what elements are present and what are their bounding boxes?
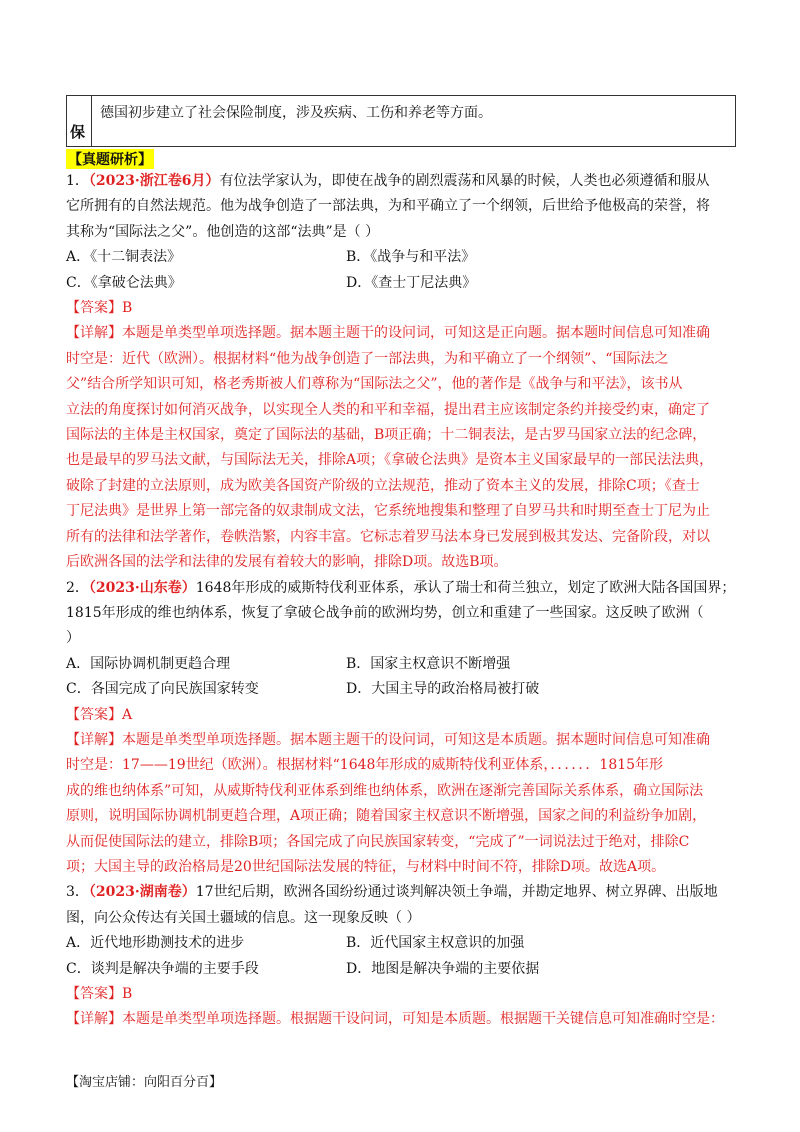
question-stem-text: 有位法学家认为，即使在战争的剧烈震荡和风暴的时候，人类也必须遵循和服从 [219, 173, 710, 189]
analysis-line: 【详解】本题是单类型单项选择题。据本题主题干的设问词，可知这是正向题。据本题时间信息可知准确 [66, 325, 710, 342]
option-item: D．《查士丁尼法典》 [346, 274, 477, 291]
question-stem-text: 它所拥有的自然法规范。他为战争创造了一部法典，为和平确立了一个纲领，后世给予他极高的荣誉，将 [66, 198, 710, 215]
option-item: D．大国主导的政治格局被打破 [346, 681, 540, 698]
option-item: A．《十二铜表法》 [66, 249, 182, 266]
question-block [66, 880, 736, 1032]
analysis-line: 项；大国主导的政治格局是20世纪国际法发展的特征，与材料中时间不符，排除D项。故选A项。 [66, 858, 666, 875]
question-source: （2023·湖南卷） [88, 884, 196, 901]
answer-line: 【答案】B [66, 300, 133, 317]
question-number: 1． [66, 173, 89, 189]
question-stem-line [66, 601, 736, 626]
options-row [66, 245, 736, 270]
table-left-cell [67, 96, 92, 146]
options-row [66, 652, 736, 677]
question-list [66, 169, 736, 1033]
option-item: B．国家主权意识不断增强 [346, 655, 511, 672]
question-stem-line [66, 626, 736, 651]
question-source: （2023·浙江卷6月） [88, 173, 220, 189]
question-stem-text: 其称为“国际法之父”。他创造的这部“法典”是（ ） [66, 223, 380, 240]
question-stem-line [66, 880, 736, 905]
question-stem-text: ） [66, 630, 80, 647]
question-stem-line [66, 169, 736, 194]
analysis-line: 丁尼法典》是世界上第一部完备的奴隶制成文法，它系统地搜集和整理了自罗马共和时期至查士丁尼为止 [66, 503, 710, 520]
option-item: B．近代国家主权意识的加强 [346, 935, 525, 952]
analysis-line: 原则，说明国际协调机制更趋合理，A项正确；随着国家主权意识不断增强，国家之间的利益纷争加剧， [66, 808, 707, 825]
analysis-line: 时空是：17——19世纪（欧洲）。根据材料“1648年形成的威斯特伐利亚体系，．．．．．．1815年形 [66, 757, 664, 774]
options-row [66, 931, 736, 956]
question-stem-text: 17世纪后期，欧洲各国纷纷通过谈判解决领土争端，并勘定地界、树立界碑、出版地 [195, 884, 718, 901]
question-source: （2023·山东卷） [88, 579, 196, 596]
analysis-line: 【详解】本题是单类型单项选择题。据本题主题干的设问词，可知这是本质题。据本题时间信息可知准确 [66, 731, 710, 748]
options-row [66, 957, 736, 982]
analysis-line: 从而促使国际法的建立，排除B项；各国完成了向民族国家转变，“完成了”一词说法过于绝对，排除C [66, 833, 690, 850]
answer-line: 【答案】B [66, 986, 133, 1002]
option-item: C．谈判是解决争端的主要手段 [66, 960, 259, 977]
option-item: C．《拿破仑法典》 [66, 274, 182, 291]
question-number: 3． [66, 884, 89, 901]
analysis-line: 立法的角度探讨如何消灭战争，以实现全人类的和平和幸福，提出君主应该制定条约并接受约束，确定了 [66, 401, 710, 418]
question-stem-line [66, 906, 736, 931]
question-stem-line [66, 220, 736, 245]
question-number: 2． [66, 579, 89, 596]
analysis-line: 成的维也纳体系”可知，从威斯特伐利亚体系到维也纳体系，欧洲在逐渐完善国际关系体系，确立国际法 [66, 782, 704, 799]
analysis-line: 父”结合所学知识可知，格老秀斯被人们尊称为“国际法之父”，他的著作是《战争与和平法》，该书从 [66, 376, 683, 393]
analysis-line: 破除了封建的立法原则，成为欧美各国资产阶级的立法规范，推动了资本主义的发展，排除C项；《查士 [66, 477, 700, 494]
analysis-line: 也是最早的罗马法文献，与国际法无关，排除A项；《拿破仑法典》是资本主义国家最早的一部民法法典， [66, 452, 714, 469]
page-content [66, 95, 736, 1033]
question-stem-line [66, 194, 736, 219]
option-item: A．国际协调机制更趋合理 [66, 655, 231, 672]
section-tag: 【真题研析】 [66, 149, 154, 169]
analysis-line: 时空是：近代（欧洲）。根据材料“他为战争创造了一部法典，为和平确立了一个纲领”、“国际法之 [66, 350, 669, 367]
question-block [66, 169, 736, 576]
option-item: D．地图是解决争端的主要依据 [346, 960, 540, 977]
question-stem-text: 1815年形成的维也纳体系，恢复了拿破仑战争前的欧洲均势，创立和重建了一些国家。这反映了欧洲（ [66, 604, 704, 621]
question-stem-line [66, 576, 736, 601]
analysis-line: 所有的法律和法学著作，卷帙浩繁，内容丰富。它标志着罗马法本身已发展到极其发达、完备阶段，对以 [66, 528, 710, 545]
option-item: A．近代地形勘测技术的进步 [66, 935, 245, 952]
question-stem-text: 图，向公众传达有关国土疆域的信息。这一现象反映（ ） [66, 909, 421, 926]
option-item: B．《战争与和平法》 [346, 249, 476, 266]
analysis-line: 国际法的主体是主权国家，奠定了国际法的基础，B项正确；十二铜表法，是古罗马国家立法的纪念碑， [66, 427, 707, 444]
answer-line: 【答案】A [66, 706, 133, 723]
analysis-line: 后欧洲各国的法学和法律的发展有着较大的影响，排除D项。故选B项。 [66, 554, 508, 571]
table-left-char: 保 [70, 123, 86, 141]
options-row [66, 271, 736, 296]
question-stem-text: 1648年形成的威斯特伐利亚体系，承认了瑞士和荷兰独立，划定了欧洲大陆各国国界； [195, 579, 736, 596]
option-item: C．各国完成了向民族国家转变 [66, 681, 259, 698]
options-row [66, 677, 736, 702]
footer-shop: 【淘宝店铺：向阳百分百】 [66, 1075, 223, 1090]
question-block [66, 576, 736, 881]
analysis-line: 【详解】本题是单类型单项选择题。根据题干设问词，可知是本质题。根据题干关键信息可知准确时空是： [66, 1011, 724, 1028]
table-text: 德国初步建立了社会保险制度，涉及疾病、工伤和养老等方面。 [100, 105, 492, 121]
info-table [66, 95, 736, 147]
